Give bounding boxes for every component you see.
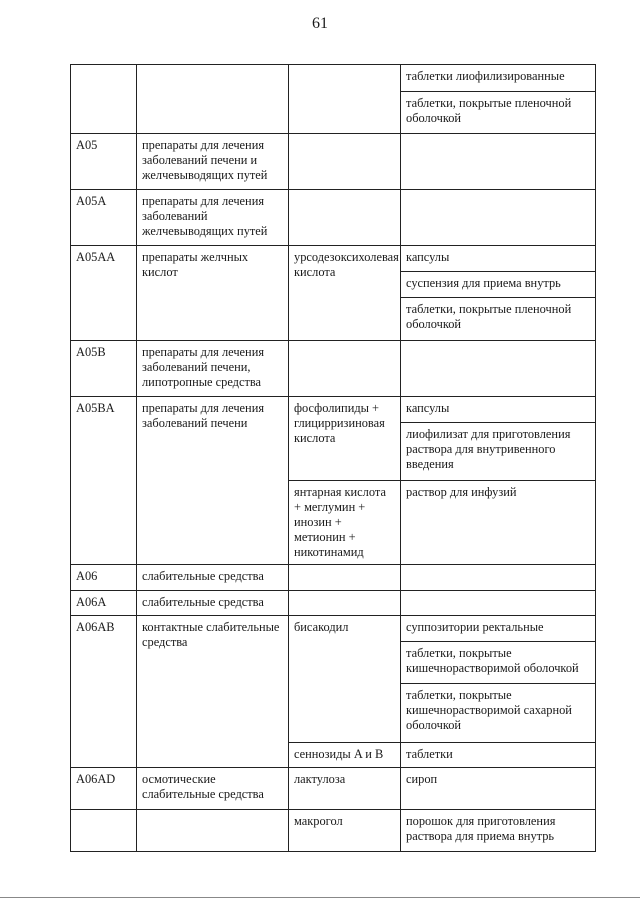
dosage-form-cell: суппозитории ректальные <box>401 616 596 642</box>
atc-code-cell: A06 <box>71 565 137 591</box>
atc-code-cell <box>71 810 137 852</box>
dosage-form-cell: таблетки <box>401 743 596 768</box>
dosage-form-cell: лиофилизат для приготовления раствора для внутривенного введения <box>401 423 596 481</box>
group-name-cell: слабительные средства <box>137 565 289 591</box>
dosage-form-cell: раствор для инфузий <box>401 481 596 565</box>
dosage-form-cell: сироп <box>401 768 596 810</box>
atc-code-cell: A05 <box>71 134 137 190</box>
inn-cell: сеннозиды A и B <box>289 743 401 768</box>
inn-cell: фосфолипиды + глицирризиновая кислота <box>289 397 401 481</box>
dosage-form-cell: капсулы <box>401 397 596 423</box>
group-name-cell: препараты для лечения заболеваний печени, липотропные средства <box>137 341 289 397</box>
group-name-cell: препараты для лечения заболеваний желчевыводящих путей <box>137 190 289 246</box>
dosage-form-cell <box>401 341 596 397</box>
table-row <box>71 65 596 92</box>
dosage-form-cell: порошок для приготовления раствора для приема внутрь <box>401 810 596 852</box>
atc-code-cell: A05BA <box>71 397 137 565</box>
group-name-cell: осмотические слабительные средства <box>137 768 289 810</box>
table-row <box>71 134 596 190</box>
dosage-form-cell: таблетки, покрытые пленочной оболочкой <box>401 298 596 341</box>
group-name-cell: препараты желчных кислот <box>137 246 289 341</box>
table-row <box>71 810 596 852</box>
dosage-form-cell <box>401 565 596 591</box>
dosage-form-cell: суспензия для приема внутрь <box>401 272 596 298</box>
dosage-form-cell <box>401 190 596 246</box>
dosage-form-cell: таблетки, покрытые кишечнорастворимой сахарной оболочкой <box>401 684 596 743</box>
atc-code-cell: A06A <box>71 591 137 616</box>
dosage-form-cell: таблетки, покрытые пленочной оболочкой <box>401 92 596 134</box>
inn-cell <box>289 341 401 397</box>
table-row <box>71 768 596 810</box>
atc-code-cell: A05AA <box>71 246 137 341</box>
group-name-cell: препараты для лечения заболеваний печени <box>137 397 289 565</box>
atc-code-cell <box>71 65 137 134</box>
dosage-form-cell: таблетки лиофилизированные <box>401 65 596 92</box>
inn-cell <box>289 565 401 591</box>
table-row <box>71 565 596 591</box>
group-name-cell <box>137 810 289 852</box>
table-row <box>71 397 596 423</box>
inn-cell: лактулоза <box>289 768 401 810</box>
atc-code-cell: A06AB <box>71 616 137 768</box>
dosage-form-cell: таблетки, покрытые кишечнорастворимой оболочкой <box>401 642 596 684</box>
inn-cell <box>289 65 401 134</box>
table-row <box>71 246 596 272</box>
page-bottom-edge <box>0 897 640 898</box>
dosage-form-cell: капсулы <box>401 246 596 272</box>
inn-cell: бисакодил <box>289 616 401 743</box>
atc-code-cell: A05A <box>71 190 137 246</box>
group-name-cell: препараты для лечения заболеваний печени и желчевыводящих путей <box>137 134 289 190</box>
inn-cell: макрогол <box>289 810 401 852</box>
atc-code-cell: A05B <box>71 341 137 397</box>
table-row <box>71 591 596 616</box>
group-name-cell: контактные слабительные средства <box>137 616 289 768</box>
table-row <box>71 616 596 642</box>
inn-cell: урсодезоксихолевая кислота <box>289 246 401 341</box>
inn-cell <box>289 190 401 246</box>
dosage-form-cell <box>401 134 596 190</box>
group-name-cell: слабительные средства <box>137 591 289 616</box>
table-row <box>71 190 596 246</box>
dosage-form-cell <box>401 591 596 616</box>
atc-code-cell: A06AD <box>71 768 137 810</box>
inn-cell <box>289 591 401 616</box>
inn-cell: янтарная кислота + меглумин + инозин + метионин + никотинамид <box>289 481 401 565</box>
group-name-cell <box>137 65 289 134</box>
page-number: 61 <box>312 15 328 32</box>
table-row <box>71 341 596 397</box>
drug-classification-table <box>70 64 596 852</box>
inn-cell <box>289 134 401 190</box>
